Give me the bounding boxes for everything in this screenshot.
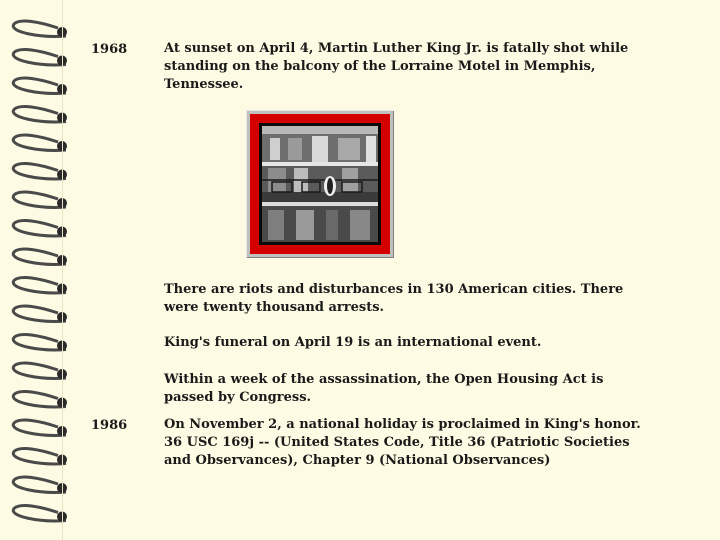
year-label-1968: 1968 <box>91 42 128 57</box>
page-margin-line <box>62 0 63 540</box>
year-label-1986: 1986 <box>91 418 128 433</box>
event-paragraph-riots: There are riots and disturbances in 130 American cities. There were twenty thousand arrests. <box>164 282 624 315</box>
event-paragraph-housing-act: Within a week of the assassination, the Open Housing Act is passed by Congress. <box>164 372 604 405</box>
event-paragraph-holiday: On November 2, a national holiday is proclaimed in King's honor. 36 USC 169j -- (United States Code, Title 36 (Patriotic Societies and Observances), Chapter 9 (National Observances) <box>164 417 641 468</box>
event-paragraph-funeral: King's funeral on April 19 is an international event. <box>164 335 542 350</box>
motel-balcony-image <box>246 110 394 258</box>
event-paragraph-assassination: At sunset on April 4, Martin Luther King Jr. is fatally shot while standing on the balcony of the Lorraine Motel in Memphis, Tennessee. <box>164 41 629 92</box>
motel-photo <box>246 110 394 258</box>
